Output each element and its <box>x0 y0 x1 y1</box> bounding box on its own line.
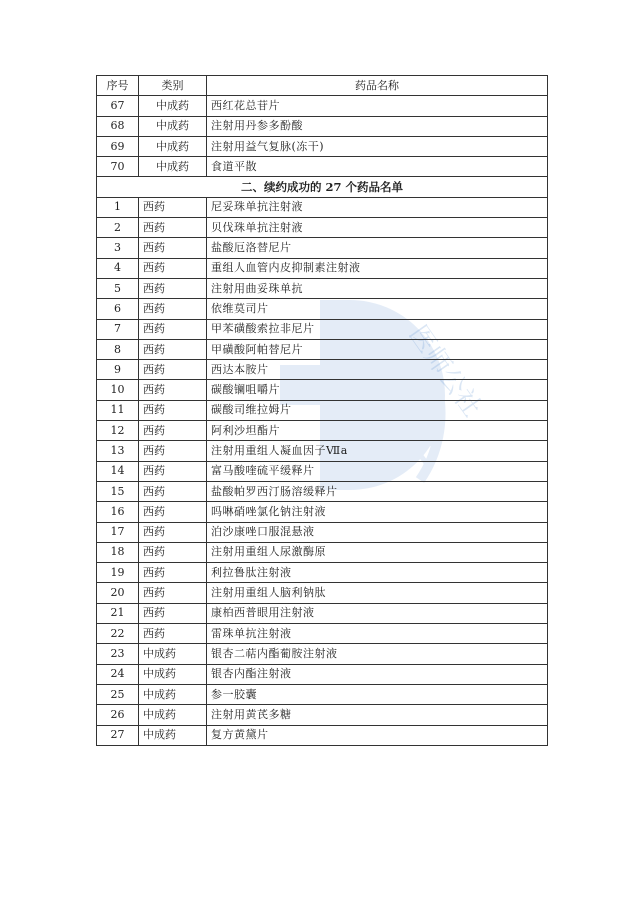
row-category: 西药 <box>139 542 207 562</box>
row-category: 西药 <box>139 563 207 583</box>
table-row <box>97 624 548 644</box>
row-drug-name: 注射用益气复脉(冻干) <box>207 136 548 156</box>
watermark-text: 医师公社 <box>402 320 487 423</box>
row-category: 中成药 <box>139 157 207 177</box>
table-row <box>97 542 548 562</box>
row-category: 西药 <box>139 197 207 217</box>
row-number: 26 <box>97 705 139 725</box>
row-number: 68 <box>97 116 139 136</box>
header-no: 序号 <box>97 76 139 96</box>
row-drug-name: 盐酸帕罗西汀肠溶缓释片 <box>207 481 548 501</box>
row-category: 西药 <box>139 603 207 623</box>
table-row <box>97 725 548 745</box>
bottom-section <box>97 197 548 745</box>
row-drug-name: 重组人血管内皮抑制素注射液 <box>207 258 548 278</box>
table-row <box>97 664 548 684</box>
table-row <box>97 299 548 319</box>
row-category: 中成药 <box>139 684 207 704</box>
table-row <box>97 197 548 217</box>
row-number: 20 <box>97 583 139 603</box>
header-name: 药品名称 <box>207 76 548 96</box>
table-row <box>97 218 548 238</box>
row-category: 中成药 <box>139 116 207 136</box>
row-category: 西药 <box>139 481 207 501</box>
row-number: 15 <box>97 481 139 501</box>
row-category: 西药 <box>139 380 207 400</box>
row-drug-name: 康柏西普眼用注射液 <box>207 603 548 623</box>
table-row <box>97 319 548 339</box>
row-drug-name: 甲磺酸阿帕替尼片 <box>207 339 548 359</box>
table-row <box>97 258 548 278</box>
table-row <box>97 278 548 298</box>
row-category: 西药 <box>139 258 207 278</box>
row-drug-name: 碳酸司维拉姆片 <box>207 400 548 420</box>
row-drug-name: 复方黄黛片 <box>207 725 548 745</box>
row-number: 14 <box>97 461 139 481</box>
row-number: 21 <box>97 603 139 623</box>
row-drug-name: 阿利沙坦酯片 <box>207 421 548 441</box>
table-row <box>97 238 548 258</box>
row-drug-name: 注射用黄芪多糖 <box>207 705 548 725</box>
row-number: 69 <box>97 136 139 156</box>
row-category: 西药 <box>139 360 207 380</box>
row-category: 西药 <box>139 502 207 522</box>
row-drug-name: 富马酸喹硫平缓释片 <box>207 461 548 481</box>
table-row <box>97 136 548 156</box>
row-number: 4 <box>97 258 139 278</box>
row-category: 中成药 <box>139 644 207 664</box>
table-row <box>97 421 548 441</box>
row-drug-name: 依维莫司片 <box>207 299 548 319</box>
table-row <box>97 461 548 481</box>
row-category: 中成药 <box>139 96 207 116</box>
table-row <box>97 522 548 542</box>
row-category: 中成药 <box>139 136 207 156</box>
table-header-row <box>97 76 548 96</box>
row-number: 5 <box>97 278 139 298</box>
row-number: 10 <box>97 380 139 400</box>
row-drug-name: 甲苯磺酸索拉非尼片 <box>207 319 548 339</box>
table-row <box>97 583 548 603</box>
row-number: 67 <box>97 96 139 116</box>
section-title: 二、续约成功的 27 个药品名单 <box>97 177 548 197</box>
row-number: 25 <box>97 684 139 704</box>
table-row <box>97 603 548 623</box>
row-drug-name: 银杏二萜内酯葡胺注射液 <box>207 644 548 664</box>
row-number: 7 <box>97 319 139 339</box>
row-category: 西药 <box>139 238 207 258</box>
row-drug-name: 吗啉硝唑氯化钠注射液 <box>207 502 548 522</box>
table-row <box>97 380 548 400</box>
row-number: 23 <box>97 644 139 664</box>
header-category: 类别 <box>139 76 207 96</box>
table-row <box>97 563 548 583</box>
row-category: 西药 <box>139 441 207 461</box>
row-category: 西药 <box>139 461 207 481</box>
table-row <box>97 96 548 116</box>
row-drug-name: 盐酸厄洛替尼片 <box>207 238 548 258</box>
table-row <box>97 360 548 380</box>
row-category: 西药 <box>139 624 207 644</box>
row-category: 西药 <box>139 319 207 339</box>
row-drug-name: 银杏内酯注射液 <box>207 664 548 684</box>
row-number: 13 <box>97 441 139 461</box>
row-number: 17 <box>97 522 139 542</box>
row-number: 70 <box>97 157 139 177</box>
table-row <box>97 441 548 461</box>
table-row <box>97 684 548 704</box>
row-drug-name: 食道平散 <box>207 157 548 177</box>
table-row <box>97 705 548 725</box>
row-number: 8 <box>97 339 139 359</box>
row-number: 11 <box>97 400 139 420</box>
row-category: 西药 <box>139 218 207 238</box>
row-drug-name: 注射用重组人凝血因子Ⅶa <box>207 441 548 461</box>
row-drug-name: 利拉鲁肽注射液 <box>207 563 548 583</box>
table-row <box>97 502 548 522</box>
row-drug-name: 西达本胺片 <box>207 360 548 380</box>
row-number: 27 <box>97 725 139 745</box>
row-drug-name: 西红花总苷片 <box>207 96 548 116</box>
row-drug-name: 参一胶囊 <box>207 684 548 704</box>
row-number: 6 <box>97 299 139 319</box>
table-row <box>97 116 548 136</box>
table-row <box>97 400 548 420</box>
row-number: 18 <box>97 542 139 562</box>
row-category: 西药 <box>139 421 207 441</box>
row-category: 西药 <box>139 583 207 603</box>
row-category: 中成药 <box>139 664 207 684</box>
row-drug-name: 注射用曲妥珠单抗 <box>207 278 548 298</box>
drug-list-table <box>96 75 548 746</box>
row-drug-name: 注射用重组人尿激酶原 <box>207 542 548 562</box>
table-row <box>97 157 548 177</box>
row-drug-name: 注射用丹参多酚酸 <box>207 116 548 136</box>
row-drug-name: 雷珠单抗注射液 <box>207 624 548 644</box>
section-title-row <box>97 177 548 197</box>
row-category: 西药 <box>139 522 207 542</box>
row-drug-name: 注射用重组人脑利钠肽 <box>207 583 548 603</box>
row-drug-name: 碳酸镧咀嚼片 <box>207 380 548 400</box>
row-category: 西药 <box>139 278 207 298</box>
row-category: 中成药 <box>139 705 207 725</box>
row-drug-name: 泊沙康唑口服混悬液 <box>207 522 548 542</box>
row-drug-name: 尼妥珠单抗注射液 <box>207 197 548 217</box>
row-drug-name: 贝伐珠单抗注射液 <box>207 218 548 238</box>
row-number: 9 <box>97 360 139 380</box>
row-number: 16 <box>97 502 139 522</box>
row-number: 3 <box>97 238 139 258</box>
row-category: 中成药 <box>139 725 207 745</box>
table-row <box>97 644 548 664</box>
row-number: 1 <box>97 197 139 217</box>
row-number: 12 <box>97 421 139 441</box>
row-number: 19 <box>97 563 139 583</box>
row-category: 西药 <box>139 299 207 319</box>
row-number: 2 <box>97 218 139 238</box>
table-row <box>97 339 548 359</box>
row-number: 24 <box>97 664 139 684</box>
table-row <box>97 481 548 501</box>
row-number: 22 <box>97 624 139 644</box>
row-category: 西药 <box>139 400 207 420</box>
top-section <box>97 96 548 177</box>
row-category: 西药 <box>139 339 207 359</box>
